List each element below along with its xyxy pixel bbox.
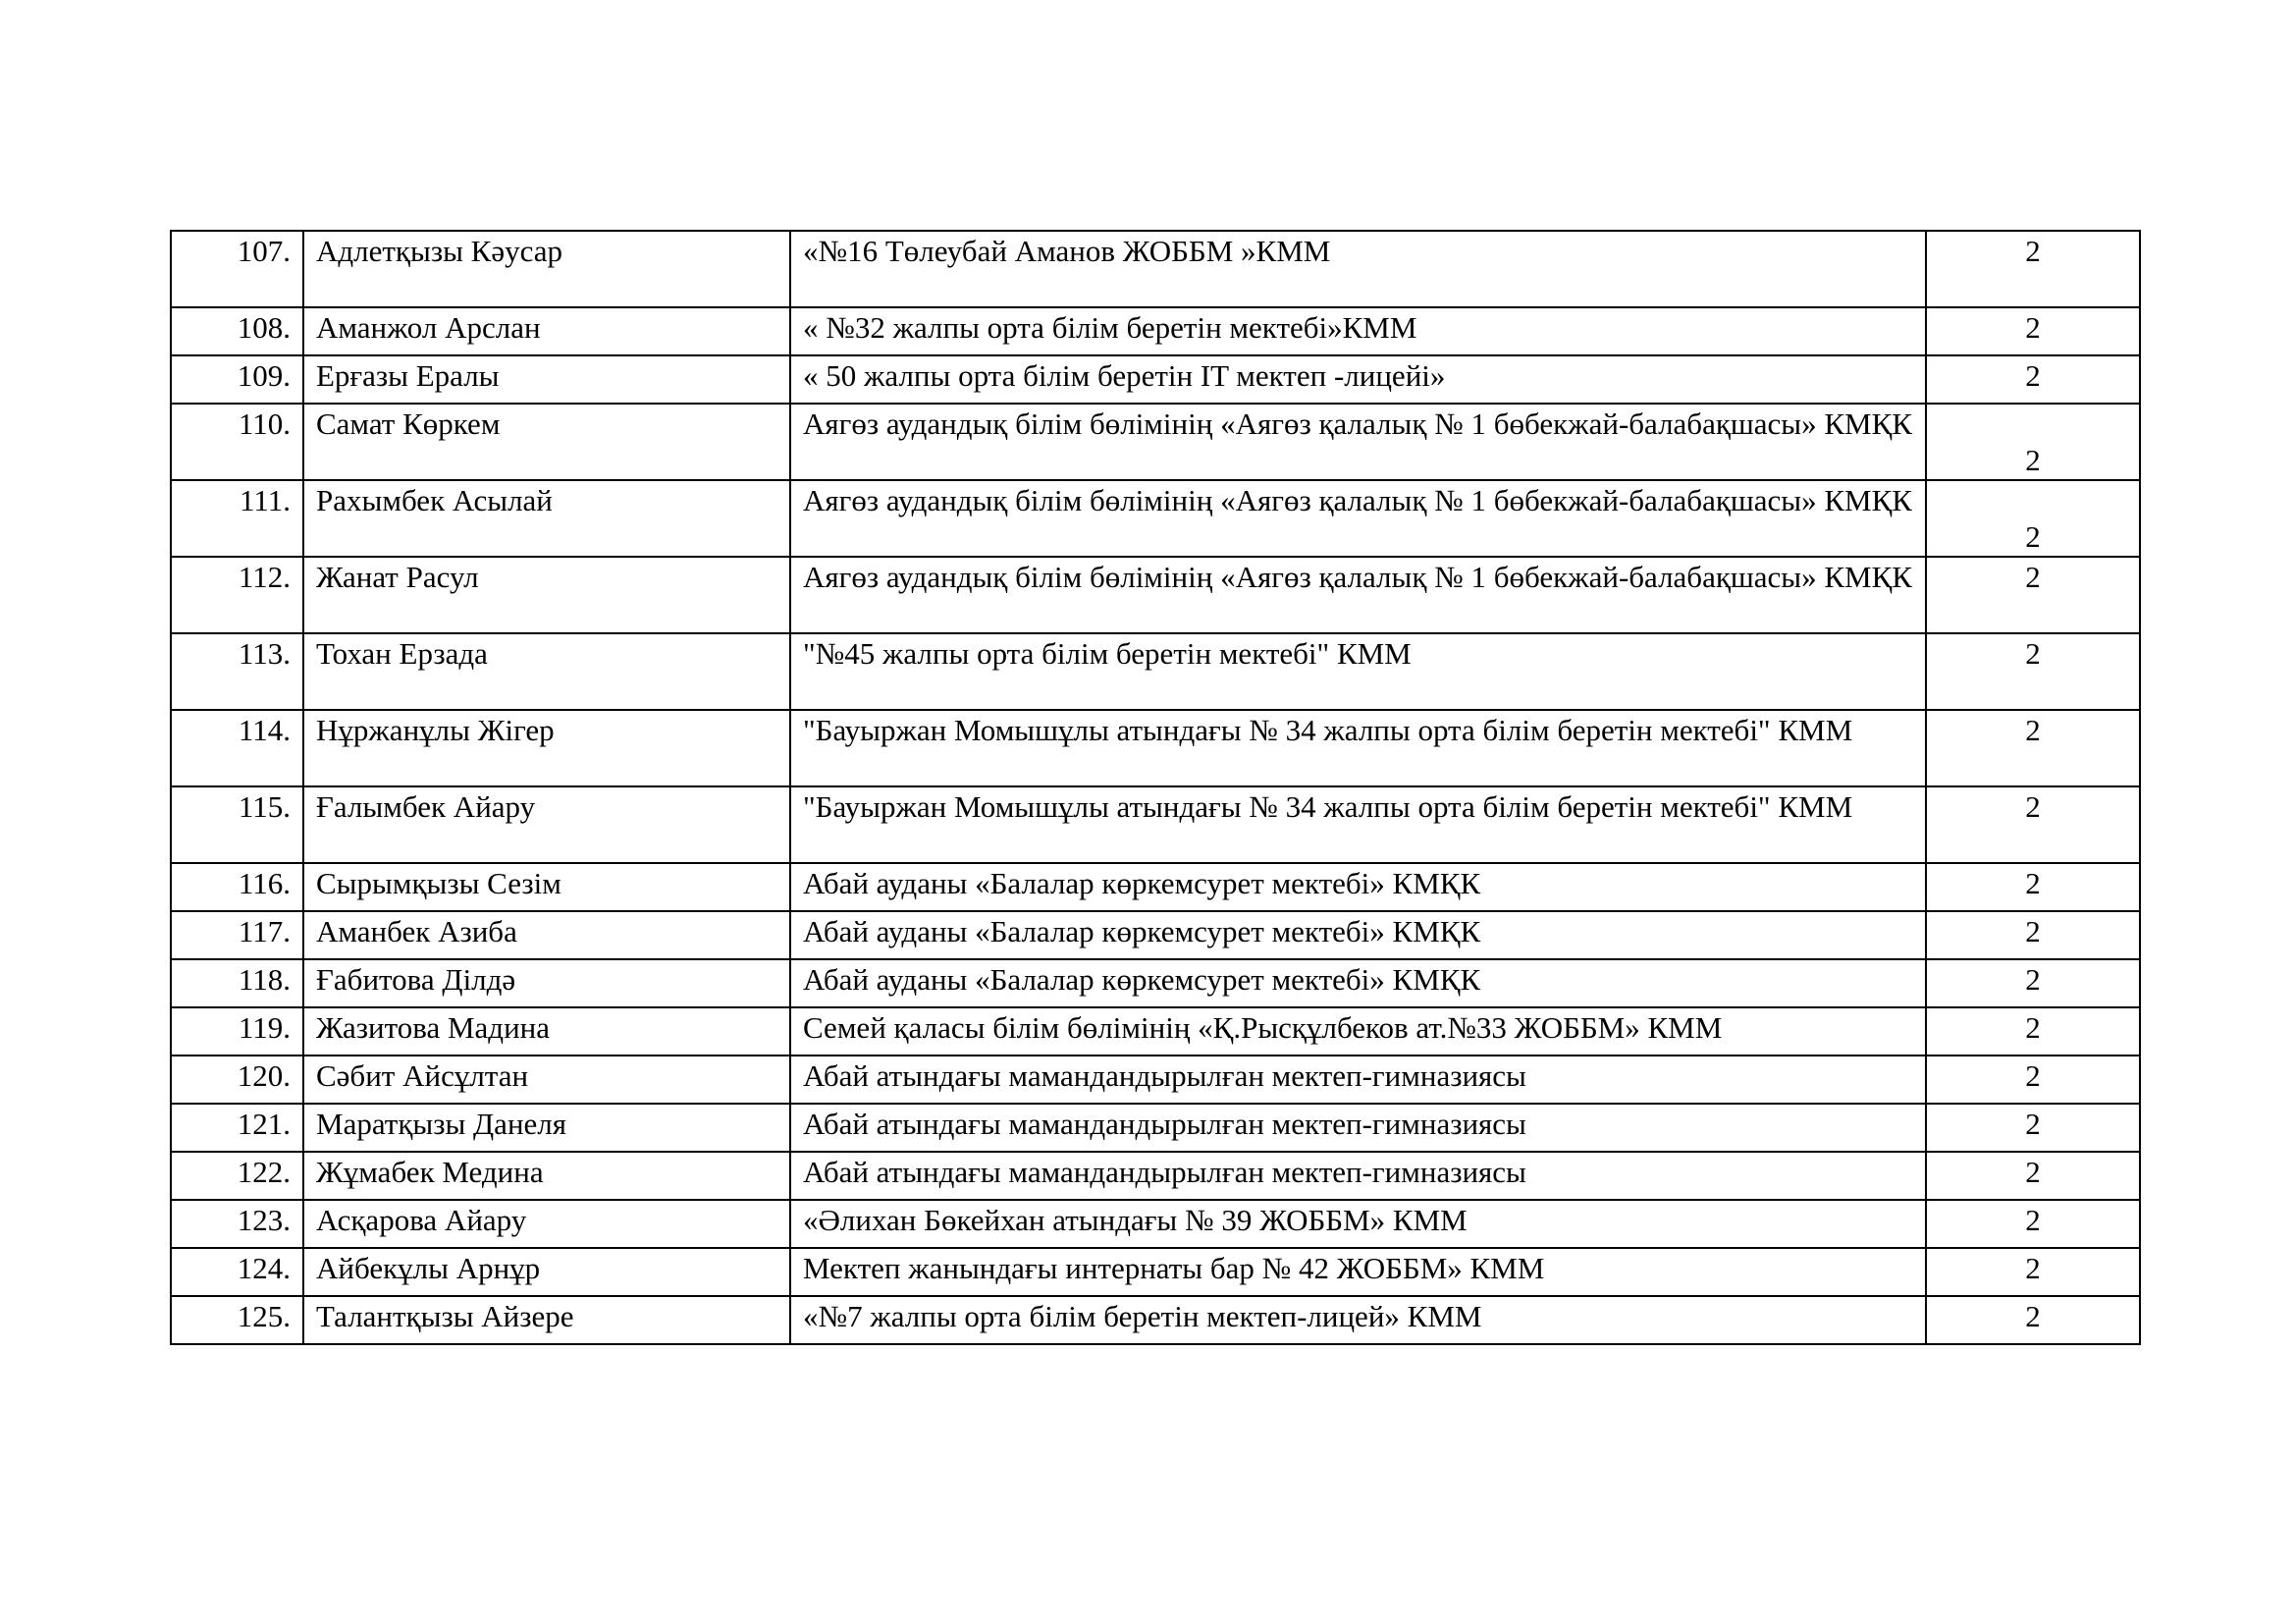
school-name-cell: "Бауыржан Момышұлы атындағы № 34 жалпы орта білім беретін мектебі" КММ [790,786,1926,863]
row-number-cell: 114. [171,710,303,786]
school-name-cell: Абай атындағы мамандандырылған мектеп-гимназиясы [790,1056,1926,1104]
row-number-cell: 118. [171,959,303,1007]
row-number-cell: 117. [171,911,303,959]
school-name-cell: «№16 Төлеубай Аманов ЖОББМ »КММ [790,231,1926,307]
school-name-cell: "Бауыржан Момышұлы атындағы № 34 жалпы орта білім беретін мектебі" КММ [790,710,1926,786]
participant-name-cell: Асқарова Айару [303,1200,790,1248]
participant-name-cell: Тохан Ерзада [303,633,790,710]
results-table [170,230,2141,1345]
row-number-cell: 124. [171,1248,303,1296]
row-number-cell: 108. [171,307,303,355]
row-number-cell: 125. [171,1296,303,1344]
score-cell: 2 [1926,1007,2140,1056]
participant-name-cell: Сырымқызы Сезім [303,863,790,911]
table-row [171,710,2140,786]
table-row [171,959,2140,1007]
row-number-cell: 107. [171,231,303,307]
participant-name-cell: Ерғазы Ералы [303,355,790,404]
score-cell: 2 [1926,404,2140,480]
school-name-cell: "№45 жалпы орта білім беретін мектебі" КММ [790,633,1926,710]
table-row [171,1007,2140,1056]
table-row [171,1104,2140,1152]
row-number-cell: 113. [171,633,303,710]
table-row [171,1056,2140,1104]
score-cell: 2 [1926,710,2140,786]
table-row [171,633,2140,710]
participant-name-cell: Жазитова Мадина [303,1007,790,1056]
school-name-cell: «Әлихан Бөкейхан атындағы № 39 ЖОББМ» КММ [790,1200,1926,1248]
school-name-cell: Абай ауданы «Балалар көркемсурет мектебі» КМҚК [790,911,1926,959]
row-number-cell: 120. [171,1056,303,1104]
score-cell: 2 [1926,959,2140,1007]
participant-name-cell: Жұмабек Медина [303,1152,790,1200]
participant-name-cell: Самат Көркем [303,404,790,480]
school-name-cell: Аягөз аудандық білім бөлімінің «Аягөз қалалық № 1 бөбекжай-балабақшасы» КМҚК [790,557,1926,633]
school-name-cell: « №32 жалпы орта білім беретін мектебі»КММ [790,307,1926,355]
school-name-cell: Абай атындағы мамандандырылған мектеп-гимназиясы [790,1104,1926,1152]
row-number-cell: 121. [171,1104,303,1152]
participant-name-cell: Ғалымбек Айару [303,786,790,863]
score-cell: 2 [1926,557,2140,633]
score-cell: 2 [1926,1056,2140,1104]
score-cell: 2 [1926,863,2140,911]
participant-name-cell: Рахымбек Асылай [303,480,790,557]
participant-name-cell: Талантқызы Айзере [303,1296,790,1344]
school-name-cell: Аягөз аудандық білім бөлімінің «Аягөз қалалық № 1 бөбекжай-балабақшасы» КМҚК [790,480,1926,557]
table-row [171,1200,2140,1248]
school-name-cell: Абай атындағы мамандандырылған мектеп-гимназиясы [790,1152,1926,1200]
table-row [171,355,2140,404]
school-name-cell: Абай ауданы «Балалар көркемсурет мектебі» КМҚК [790,959,1926,1007]
participant-name-cell: Аманжол Арслан [303,307,790,355]
results-table-body [171,231,2140,1344]
table-row [171,911,2140,959]
school-name-cell: Мектеп жанындағы интернаты бар № 42 ЖОББМ» КММ [790,1248,1926,1296]
row-number-cell: 122. [171,1152,303,1200]
table-row [171,1152,2140,1200]
score-cell: 2 [1926,786,2140,863]
row-number-cell: 110. [171,404,303,480]
participant-name-cell: Айбекұлы Арнұр [303,1248,790,1296]
school-name-cell: Аягөз аудандық білім бөлімінің «Аягөз қалалық № 1 бөбекжай-балабақшасы» КМҚК [790,404,1926,480]
row-number-cell: 115. [171,786,303,863]
school-name-cell: «№7 жалпы орта білім беретін мектеп-лицей» КММ [790,1296,1926,1344]
row-number-cell: 119. [171,1007,303,1056]
row-number-cell: 111. [171,480,303,557]
table-row [171,404,2140,480]
table-row [171,480,2140,557]
school-name-cell: Семей қаласы білім бөлімінің «Қ.Рысқұлбеков ат.№33 ЖОББМ» КММ [790,1007,1926,1056]
score-cell: 2 [1926,355,2140,404]
score-cell: 2 [1926,231,2140,307]
participant-name-cell: Нұржанұлы Жігер [303,710,790,786]
table-row [171,786,2140,863]
score-cell: 2 [1926,1248,2140,1296]
school-name-cell: « 50 жалпы орта білім беретін IT мектеп -лицейі» [790,355,1926,404]
participant-name-cell: Ғабитова Ділдә [303,959,790,1007]
row-number-cell: 112. [171,557,303,633]
row-number-cell: 123. [171,1200,303,1248]
score-cell: 2 [1926,480,2140,557]
participant-name-cell: Адлетқызы Кәусар [303,231,790,307]
score-cell: 2 [1926,911,2140,959]
score-cell: 2 [1926,1104,2140,1152]
participant-name-cell: Сәбит Айсұлтан [303,1056,790,1104]
table-row [171,863,2140,911]
table-row [171,1296,2140,1344]
score-cell: 2 [1926,1152,2140,1200]
table-row [171,307,2140,355]
row-number-cell: 116. [171,863,303,911]
participant-name-cell: Маратқызы Данеля [303,1104,790,1152]
score-cell: 2 [1926,307,2140,355]
table-row [171,231,2140,307]
table-row [171,557,2140,633]
participant-name-cell: Жанат Расул [303,557,790,633]
score-cell: 2 [1926,1200,2140,1248]
table-row [171,1248,2140,1296]
school-name-cell: Абай ауданы «Балалар көркемсурет мектебі» КМҚК [790,863,1926,911]
participant-name-cell: Аманбек Азиба [303,911,790,959]
row-number-cell: 109. [171,355,303,404]
score-cell: 2 [1926,633,2140,710]
score-cell: 2 [1926,1296,2140,1344]
